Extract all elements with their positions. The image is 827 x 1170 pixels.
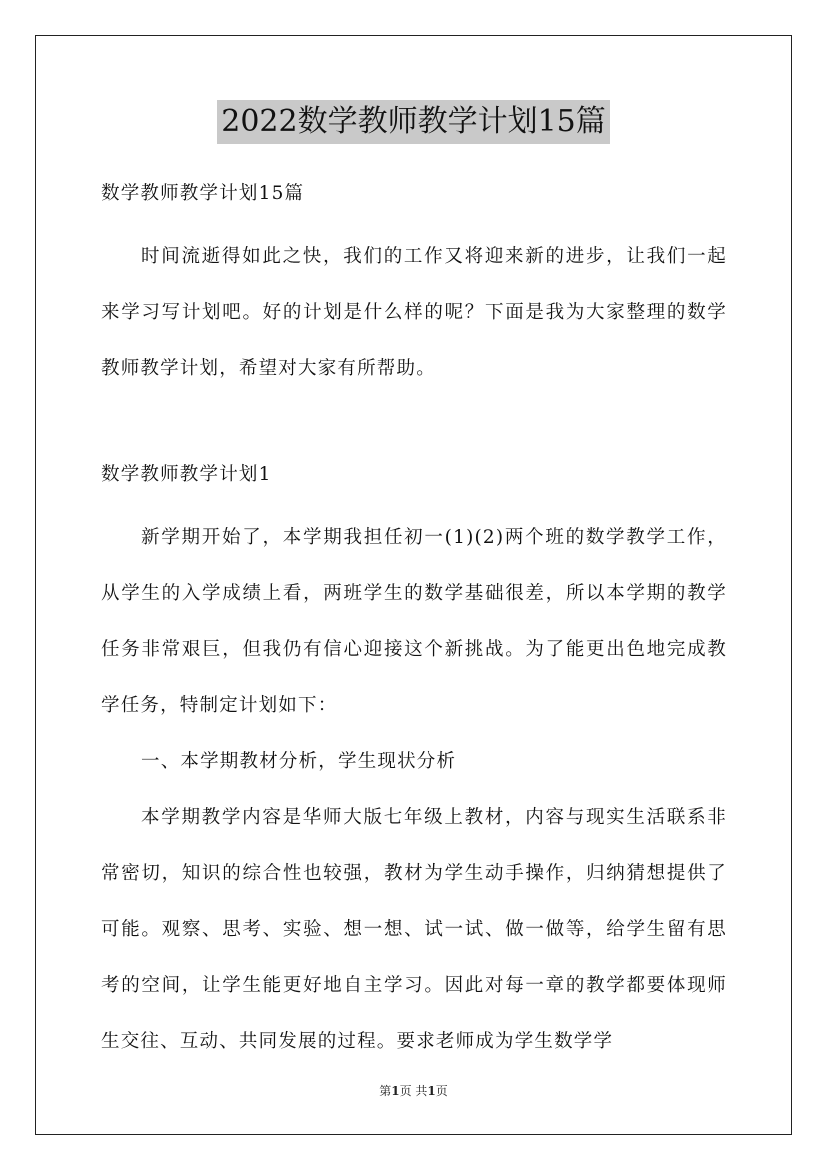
section-1-heading-1: 一、本学期教材分析，学生现状分析	[141, 751, 457, 772]
footer-prefix: 第	[379, 1084, 392, 1098]
footer-current-page: 1	[391, 1084, 400, 1098]
footer-suffix: 页	[435, 1084, 448, 1098]
footer-mid: 页 共	[399, 1084, 428, 1098]
document-subtitle: 数学教师教学计划15篇	[101, 183, 305, 204]
section-1-paragraph-2: 本学期教学内容是华师大版七年级上教材，内容与现实生活联系非常密切，知识的综合性也较强，教材为学生动手操作，归纳猜想提供了可能。观察、思考、实验、想一想、试一试、做一做等，给学生留有思考的空间，让学生能更好地自主学习。因此对每一章的教学都要体现师生交往、互动、共同发展的过程。要求老师成为学生数学学	[101, 807, 727, 1052]
document-body	[101, 174, 727, 1070]
section-1-title: 数学教师教学计划1	[101, 464, 272, 485]
document-title: 2022数学教师教学计划15篇	[217, 100, 610, 144]
section-1-paragraph-1: 新学期开始了，本学期我担任初一(1)(2)两个班的数学教学工作，从学生的入学成绩上看，两班学生的数学基础很差，所以本学期的教学任务非常艰巨，但我仍有信心迎接这个新挑战。为了能更出色地完成教学任务，特制定计划如下：	[101, 527, 727, 716]
page-footer	[0, 1083, 827, 1099]
document-title-wrapper	[0, 100, 827, 144]
footer-total-pages: 1	[427, 1084, 436, 1098]
intro-paragraph: 时间流逝得如此之快，我们的工作又将迎来新的进步，让我们一起来学习写计划吧。好的计划是什么样的呢？下面是我为大家整理的数学教师教学计划，希望对大家有所帮助。	[101, 246, 727, 379]
